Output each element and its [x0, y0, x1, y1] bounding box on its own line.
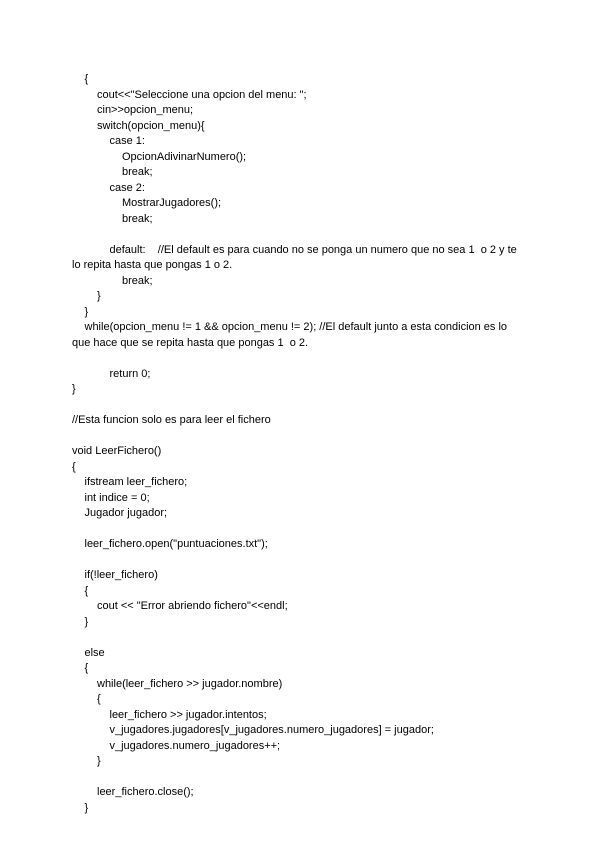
code-line: } — [84, 615, 89, 628]
code-line: MostrarJugadores(); — [122, 197, 222, 209]
code-line — [0, 351, 600, 367]
code-line — [0, 553, 600, 569]
code-line: if(!leer_fichero) — [84, 569, 158, 581]
code-line — [0, 630, 600, 646]
code-line: while(opcion_menu != 1 && opcion_menu != 2); //El default junto a esta condicion es lo — [84, 321, 508, 333]
code-line: cin>>opcion_menu; — [97, 104, 194, 116]
code-line: } — [72, 383, 76, 395]
code-line: cout<<"Seleccione una opcion del menu: "; — [97, 88, 307, 101]
code-line — [0, 770, 600, 786]
code-line: } — [97, 290, 101, 302]
code-line: switch(opcion_menu){ — [97, 119, 205, 132]
code-line: { — [84, 584, 89, 597]
code-line: else — [84, 646, 105, 659]
code-line: int indice = 0; — [84, 491, 150, 504]
code-line: //Esta funcion solo es para leer el fichero — [72, 414, 271, 426]
code-line: { — [97, 693, 101, 705]
code-line: OpcionAdivinarNumero(); — [122, 150, 247, 163]
code-line: ifstream leer_fichero; — [84, 476, 188, 488]
code-line: return 0; — [109, 367, 151, 380]
code-line: Jugador jugador; — [84, 507, 168, 519]
code-line: default: //El default es para cuando no se ponga un numero que no sea 1 o 2 y te — [109, 243, 517, 256]
code-line: { — [84, 73, 89, 85]
document-page — [0, 72, 600, 816]
code-line: } — [84, 801, 89, 814]
code-line: v_jugadores.numero_jugadores++; — [109, 739, 281, 752]
code-line: leer_fichero >> jugador.intentos; — [109, 708, 267, 721]
code-line: break; — [122, 212, 153, 225]
code-line: leer_fichero.open("puntuaciones.txt"); — [84, 538, 268, 550]
code-line — [0, 522, 600, 538]
code-line: while(leer_fichero >> jugador.nombre) — [97, 677, 283, 690]
code-line: } — [97, 755, 101, 767]
code-line: } — [84, 305, 89, 318]
code-line: case 1: — [109, 135, 145, 147]
code-line: cout << "Error abriendo fichero"<<endl; — [97, 600, 288, 612]
code-line: { — [84, 662, 89, 674]
code-line — [0, 398, 600, 414]
code-line — [0, 429, 600, 445]
code-line — [0, 227, 600, 243]
code-line: break; — [122, 274, 153, 287]
code-line: lo repita hasta que pongas 1 o 2. — [72, 259, 233, 271]
code-line: v_jugadores.jugadores[v_jugadores.numero_jugadores] = jugador; — [109, 724, 434, 736]
code-line: leer_fichero.close(); — [97, 786, 194, 798]
code-line: case 2: — [109, 181, 145, 194]
code-line: que hace que se repita hasta que pongas 1 o 2. — [72, 336, 309, 349]
code-line: break; — [122, 166, 153, 178]
code-line: void LeerFichero() — [72, 445, 162, 457]
code-line: { — [72, 460, 76, 473]
